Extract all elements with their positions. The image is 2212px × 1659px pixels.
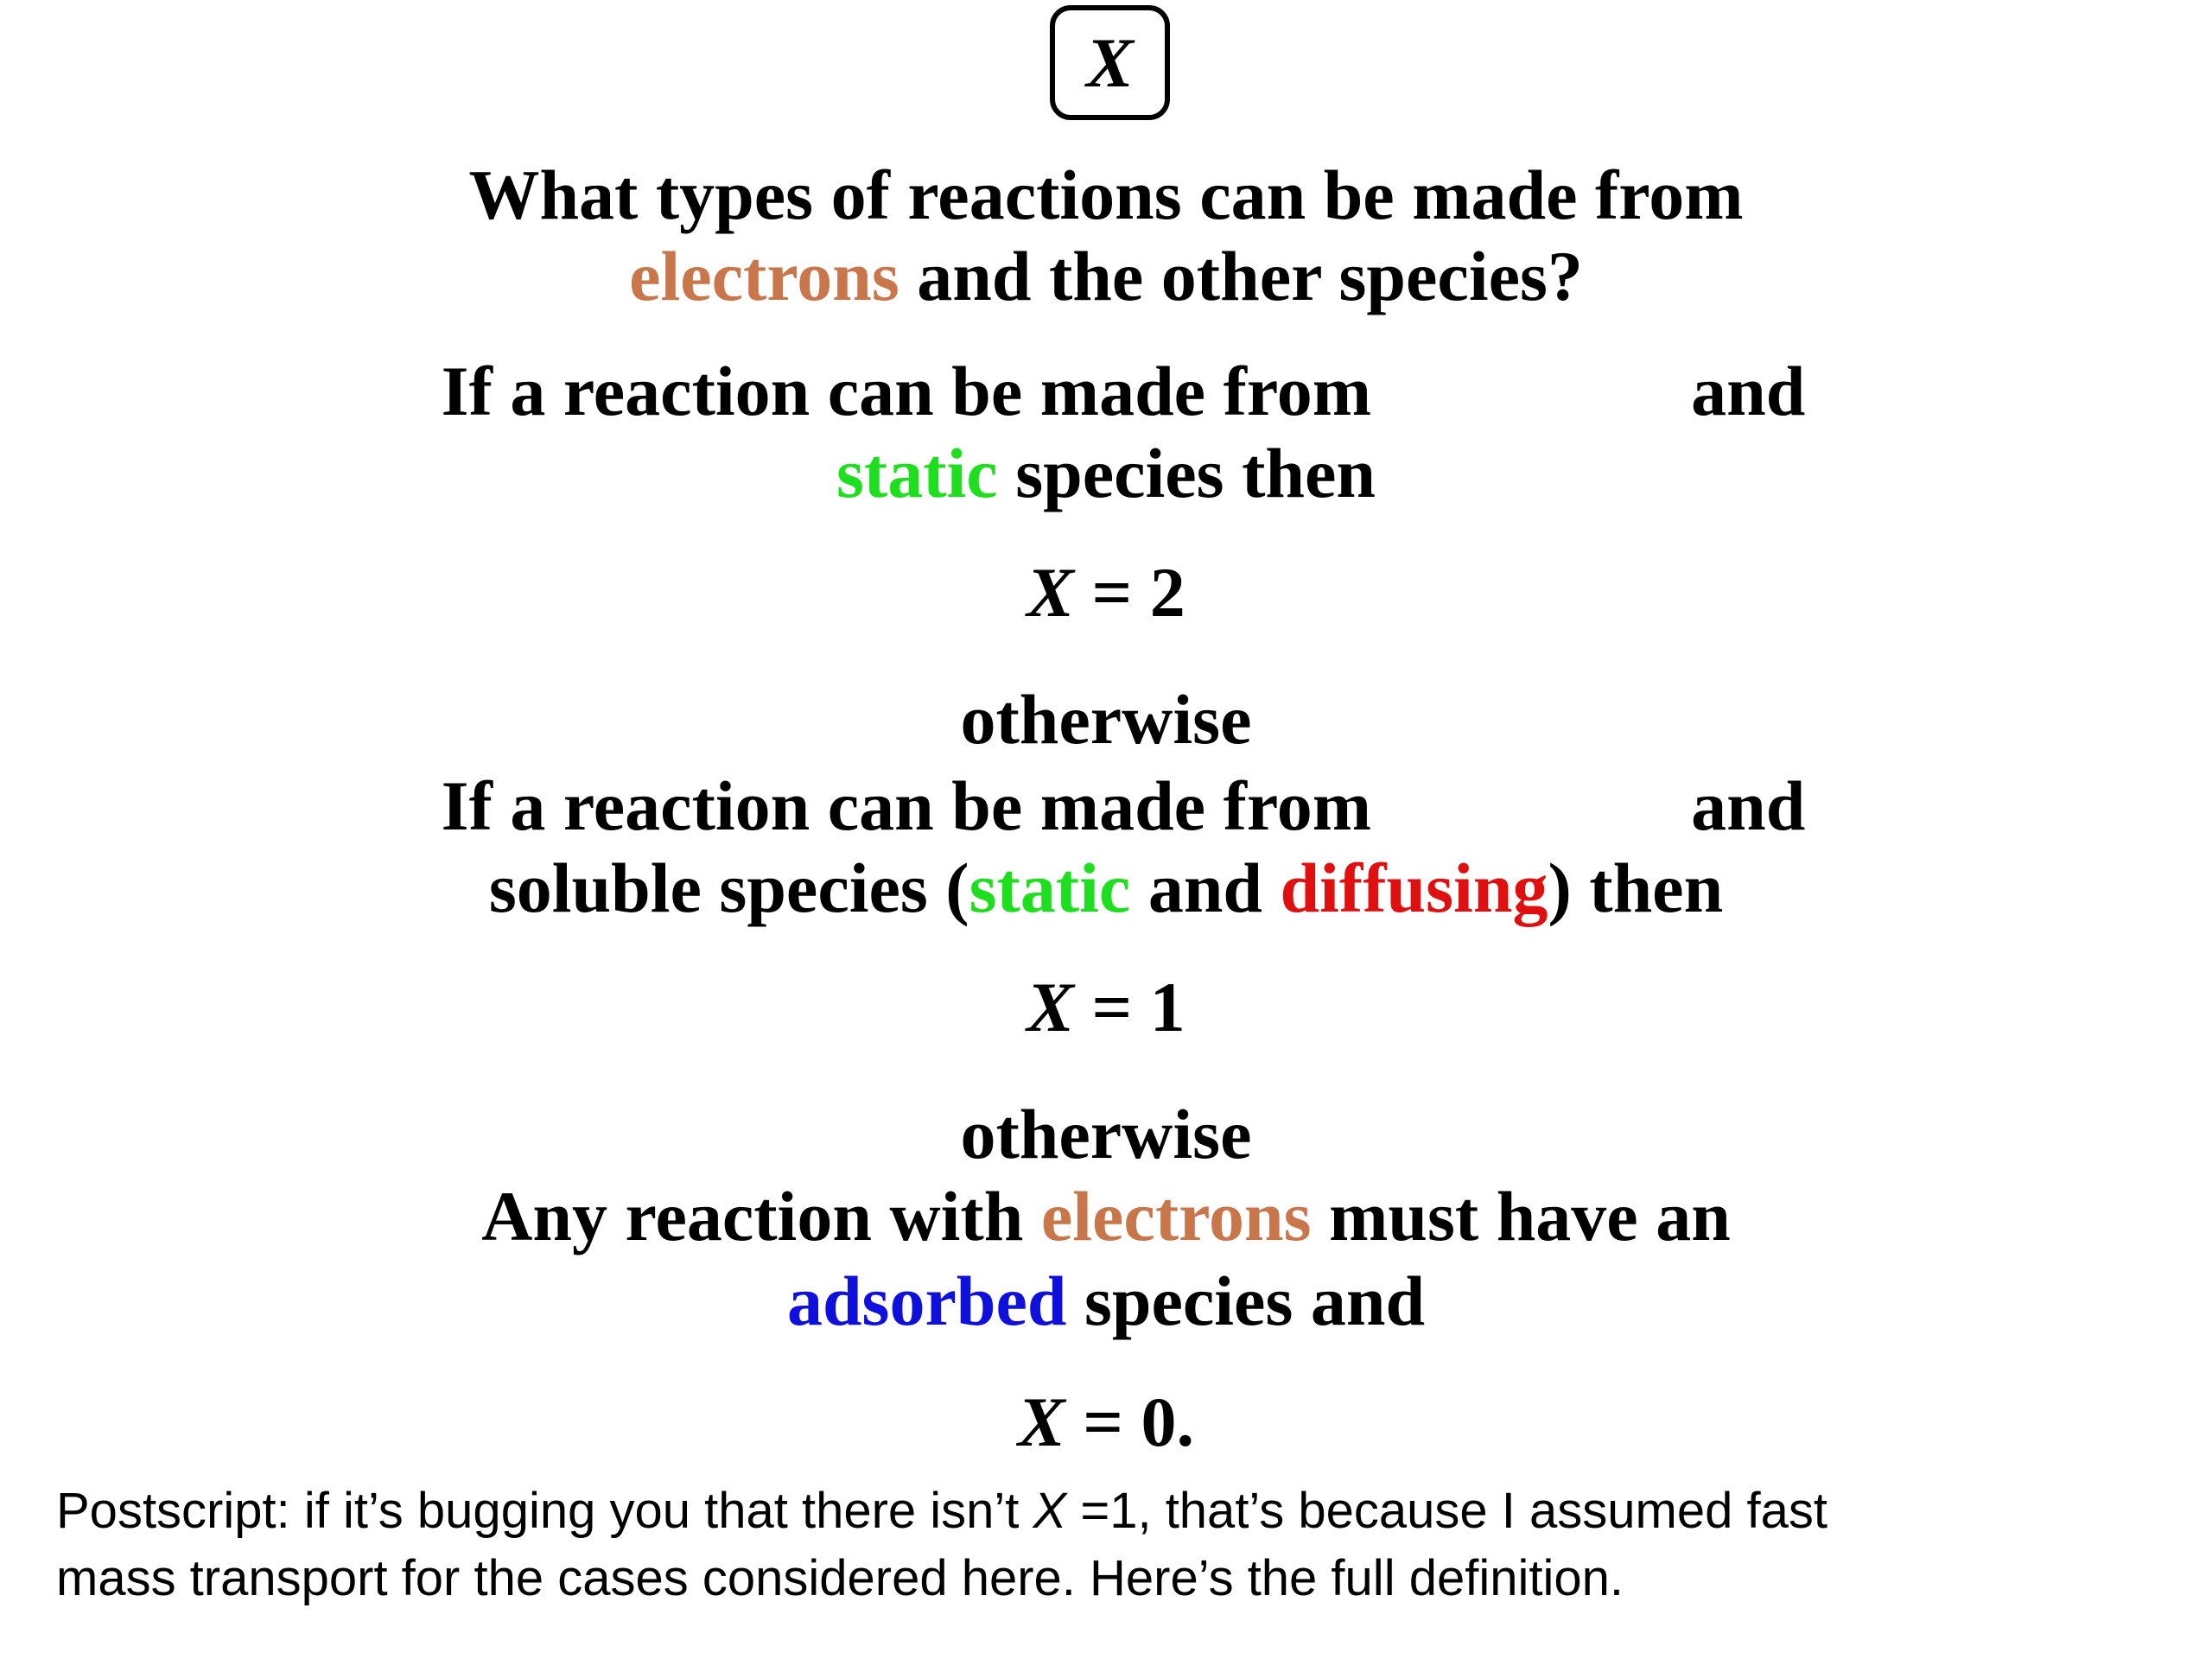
- case0-line-1: [0, 1175, 2212, 1258]
- electrons-term-2: electrons: [1040, 1177, 1312, 1255]
- postscript-text-c: mass transport for the cases considered here. Here’s the full definition.: [56, 1550, 1624, 1606]
- case0-any-text: Any reaction with: [481, 1177, 1041, 1255]
- case0-result-value: = 0.: [1065, 1382, 1194, 1461]
- case1-and-text: and: [1130, 849, 1281, 927]
- otherwise-2: [0, 1093, 2212, 1176]
- case1-result-var: X: [1027, 968, 1074, 1046]
- postscript-line-1: [56, 1478, 2182, 1545]
- question-text: What types of reactions can be made from: [468, 156, 1744, 234]
- question-line-2: [0, 235, 2212, 318]
- case1-result-value: = 1: [1073, 968, 1185, 1046]
- case0-must-text: must have an: [1311, 1177, 1731, 1255]
- case2-species-text: species then: [997, 434, 1376, 512]
- postscript-text-b: =1, that’s because I assumed fast: [1066, 1483, 1827, 1539]
- case0-result: [0, 1381, 2212, 1464]
- otherwise-1: [0, 678, 2212, 761]
- case0-result-var: X: [1018, 1382, 1065, 1461]
- static-term-2: static: [969, 849, 1131, 927]
- otherwise-2-text: otherwise: [960, 1095, 1252, 1173]
- otherwise-1-text: otherwise: [960, 680, 1252, 759]
- case2-result: [0, 551, 2212, 634]
- boxed-x-symbol: [1050, 5, 1170, 120]
- boxed-x-label: X: [1086, 22, 1134, 102]
- electrons-term: electrons: [629, 237, 899, 315]
- case2-condition-end: and: [1691, 352, 1806, 430]
- question-line-1: [0, 154, 2212, 237]
- static-term: static: [836, 434, 998, 512]
- case2-condition-start: If a reaction can be made from: [441, 352, 1372, 430]
- postscript-text-a: Postscript: if it’s bugging you that there isn’t: [56, 1483, 1033, 1539]
- case2-result-var: X: [1027, 553, 1074, 632]
- case1-line-1: [17, 765, 2212, 848]
- case2-line-1: [17, 350, 2212, 433]
- case2-line-2: [0, 432, 2212, 515]
- case0-line-2: [0, 1260, 2212, 1343]
- case2-result-value: = 2: [1073, 553, 1185, 632]
- case1-then-text: ) then: [1548, 849, 1724, 927]
- diffusing-term: diffusing: [1280, 849, 1548, 927]
- case1-condition-end: and: [1691, 766, 1806, 845]
- adsorbed-term: adsorbed: [786, 1262, 1067, 1340]
- case1-soluble-text: soluble species (: [488, 849, 969, 927]
- postscript-var: X: [1033, 1483, 1067, 1539]
- case0-species-text: species and: [1066, 1262, 1426, 1340]
- case1-condition-start: If a reaction can be made from: [441, 766, 1372, 845]
- question-text-rest: and the other species?: [899, 237, 1583, 315]
- postscript-line-2: [56, 1545, 2182, 1612]
- case1-line-2: [0, 847, 2212, 930]
- case1-result: [0, 966, 2212, 1049]
